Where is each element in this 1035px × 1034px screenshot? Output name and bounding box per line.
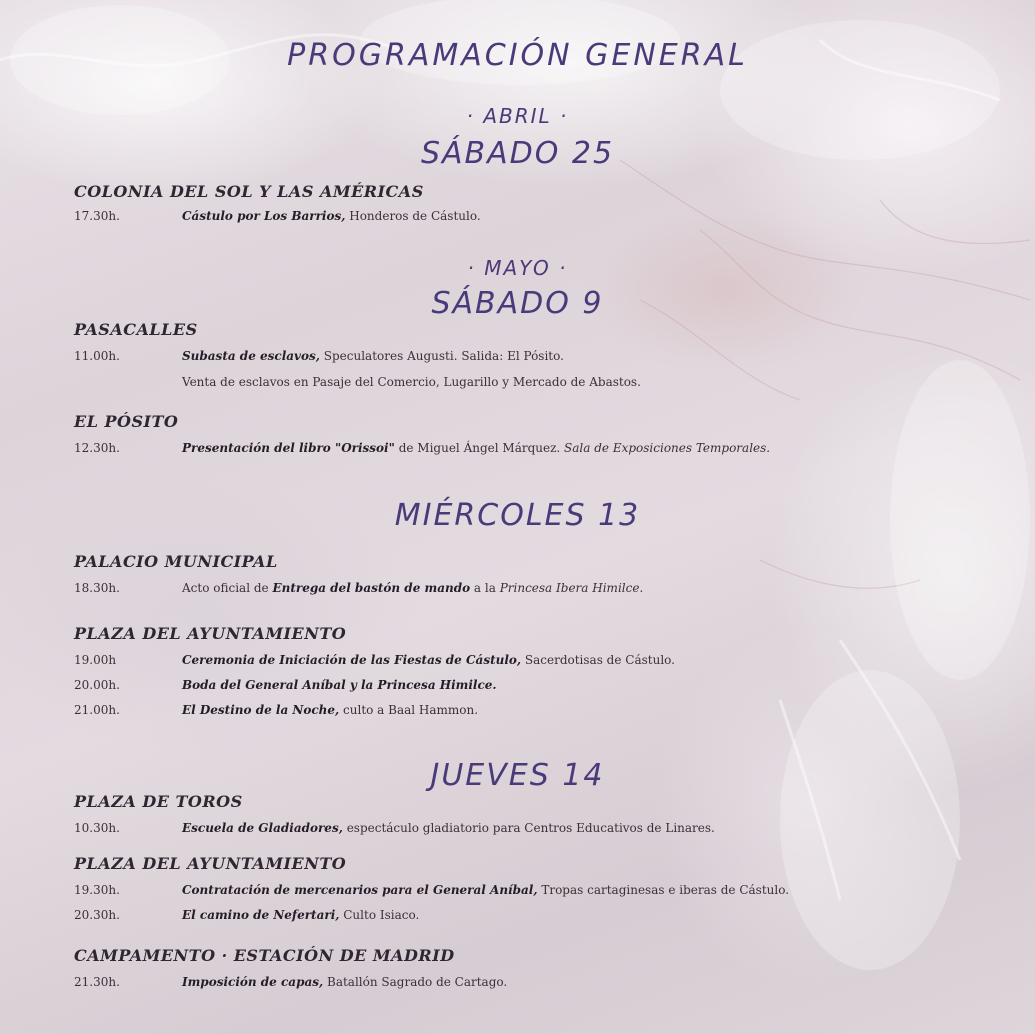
venue-colonia: COLONIA DEL SOL Y LAS AMÉRICAS: [74, 182, 424, 201]
event-text: Presentación del libro "Orissoi" de Miguel Ángel Márquez. Sala de Exposiciones Temporales.: [182, 441, 771, 455]
event-text: El Destino de la Noche, culto a Baal Hammon.: [182, 703, 479, 717]
event-text: Cástulo por Los Barrios, Honderos de Cástulo.: [182, 209, 481, 223]
event-text: Imposición de capas, Batallón Sagrado de Cartago.: [182, 975, 508, 989]
event-text: Acto oficial de Entrega del bastón de mando a la Princesa Ibera Himilce.: [182, 581, 644, 595]
venue-palacio: PALACIO MUNICIPAL: [74, 552, 278, 571]
event-time: 19.00h: [74, 653, 117, 667]
event-text: El camino de Nefertari, Culto Isiaco.: [182, 908, 420, 922]
event-time: 18.30h.: [74, 581, 120, 595]
event-text: Escuela de Gladiadores, espectáculo gladiatorio para Centros Educativos de Linares.: [182, 821, 715, 835]
event-time: 21.30h.: [74, 975, 120, 989]
page-title: PROGRAMACIÓN GENERAL: [287, 38, 748, 73]
event-time: 10.30h.: [74, 821, 120, 835]
month-abril: · ABRIL ·: [466, 104, 569, 128]
venue-pasacalles: PASACALLES: [74, 320, 198, 339]
day-sabado-25: SÁBADO 25: [420, 136, 615, 171]
day-jueves-14: JUEVES 14: [430, 758, 605, 793]
event-time: 19.30h.: [74, 883, 120, 897]
event-time: 20.30h.: [74, 908, 120, 922]
day-miercoles-13: MIÉRCOLES 13: [394, 498, 641, 533]
event-text: Contratación de mercenarios para el General Aníbal, Tropas cartaginesas e iberas de Cástulo.: [182, 883, 790, 897]
event-text: Boda del General Aníbal y la Princesa Himilce.: [182, 678, 497, 692]
venue-plaza-ayuntamiento: PLAZA DEL AYUNTAMIENTO: [74, 624, 347, 643]
event-time: 11.00h.: [74, 349, 120, 363]
venue-plaza-toros: PLAZA DE TOROS: [74, 792, 243, 811]
day-sabado-9: SÁBADO 9: [431, 286, 604, 321]
venue-posito: EL PÓSITO: [74, 412, 179, 431]
month-mayo: · MAYO ·: [467, 256, 568, 280]
event-text: Venta de esclavos en Pasaje del Comercio, Lugarillo y Mercado de Abastos.: [182, 375, 641, 389]
event-text: Ceremonia de Iniciación de las Fiestas de Cástulo, Sacerdotisas de Cástulo.: [182, 653, 675, 667]
event-time: 12.30h.: [74, 441, 120, 455]
event-time: 17.30h.: [74, 209, 120, 223]
event-time: 20.00h.: [74, 678, 120, 692]
venue-campamento: CAMPAMENTO · ESTACIÓN DE MADRID: [74, 946, 455, 965]
event-time: 21.00h.: [74, 703, 120, 717]
event-text: Subasta de esclavos, Speculatores Augusti. Salida: El Pósito.: [182, 349, 564, 363]
venue-plaza-ayuntamiento-2: PLAZA DEL AYUNTAMIENTO: [74, 854, 347, 873]
